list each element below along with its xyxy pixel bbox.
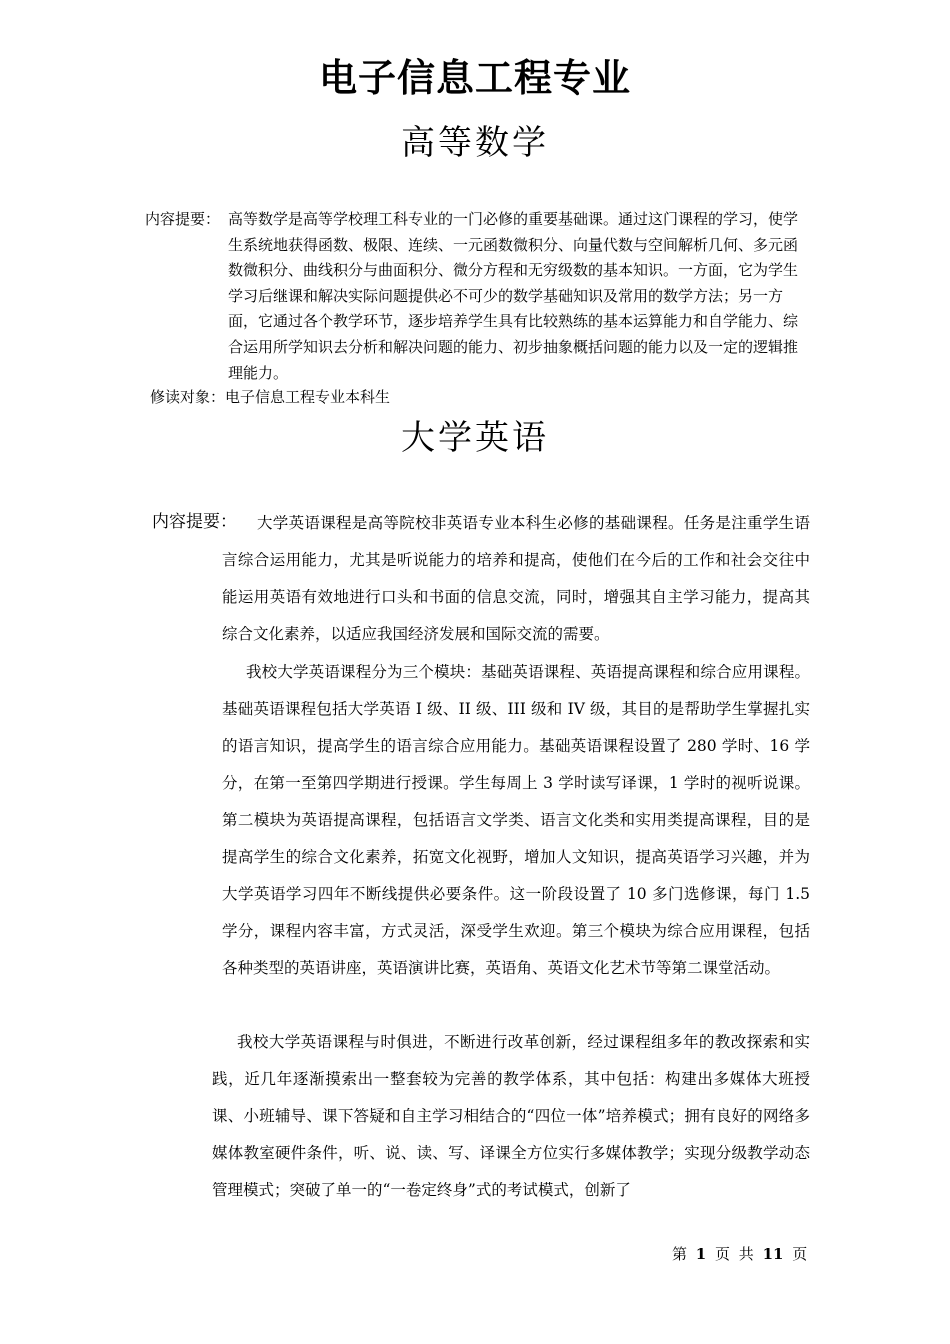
- course-summary-paragraph: 我校大学英语课程分为三个模块：基础英语课程、英语提高课程和综合应用课程。基础英语课程包括大学英语 I 级、II 级、III 级和 IV 级，其目的是帮助学生掌握扎实的语言知识，提高学生的语言综合应用能力。基础英语课程设置了 280 学时、16 学分，在第一至第四学期进行授课。学生每周上 3 学时读写译课，1 学时的视听说课。第二模块为英语提高课程，包括语言文学类、语言文化类和实用类提高课程，目的是提高学生的综合文化素养，拓宽文化视野，增加人文知识，提高英语学习兴趣，并为大学英语学习四年不断线提供必要条件。这一阶段设置了 10 多门选修课，每门 1.5 学分，课程内容丰富，方式灵活，深受学生欢迎。第三个模块为综合应用课程，包括各种类型的英语讲座，英语演讲比赛，英语角、英语文化艺术节等第二课堂活动。: [222, 663, 810, 977]
- summary-label: 内容提要：: [145, 210, 221, 228]
- summary-label: 内容提要：: [152, 512, 237, 532]
- page-number-footer: [672, 1242, 807, 1266]
- footer-prefix: 第: [672, 1245, 688, 1263]
- summary-text: 高等数学是高等学校理工科专业的一门必修的重要基础课。通过这门课程的学习，使学生系统地获得函数、极限、连续、一元函数微积分、向量代数与空间解析几何、多元函数微积分、曲线积分与曲面积分、微分方程和无穷级数的基本知识。一方面，它为学生学习后继课和解决实际问题提供必不可少的数学基础知识及常用的数学方法；另一方面，它通过各个教学环节，逐步培养学生具有比较熟练的基本运算能力和自学能力、综合运用所学知识去分析和解决问题的能力、初步抽象概括问题的能力以及一定的逻辑推理能力。: [228, 210, 799, 382]
- course-summary-paragraph: 大学英语课程是高等院校非英语专业本科生必修的基础课程。任务是注重学生语言综合运用能力，尤其是听说能力的培养和提高，使他们在今后的工作和社会交往中能运用英语有效地进行口头和书面的信息交流，同时，增强其自主学习能力，提高其综合文化素养，以适应我国经济发展和国际交流的需要。: [222, 514, 810, 643]
- footer-suffix: 页: [792, 1245, 808, 1263]
- course-summary-paragraph: 我校大学英语课程与时俱进，不断进行改革创新，经过课程组多年的教改探索和实践，近几年逐渐摸索出一整套较为完善的教学体系，其中包括：构建出多媒体大班授课、小班辅导、课下答疑和自主学习相结合的“四位一体”培养模式；拥有良好的网络多媒体教室硬件条件，听、说、读、写、译课全方位实行多媒体教学；实现分级教学动态管理模式；突破了单一的“一卷定终身”式的考试模式，创新了: [212, 1033, 810, 1199]
- course-title-advanced-math: 高等数学: [401, 123, 549, 163]
- document-title: 电子信息工程专业: [318, 56, 631, 100]
- footer-middle: 页 共: [715, 1245, 754, 1263]
- total-page-count: 11: [762, 1245, 784, 1263]
- course-title-college-english: 大学英语: [401, 418, 549, 458]
- current-page-number: 1: [695, 1245, 707, 1263]
- course-summary-advanced-math: [145, 207, 810, 386]
- course-audience-advanced-math: 修读对象：电子信息工程专业本科生: [150, 388, 391, 406]
